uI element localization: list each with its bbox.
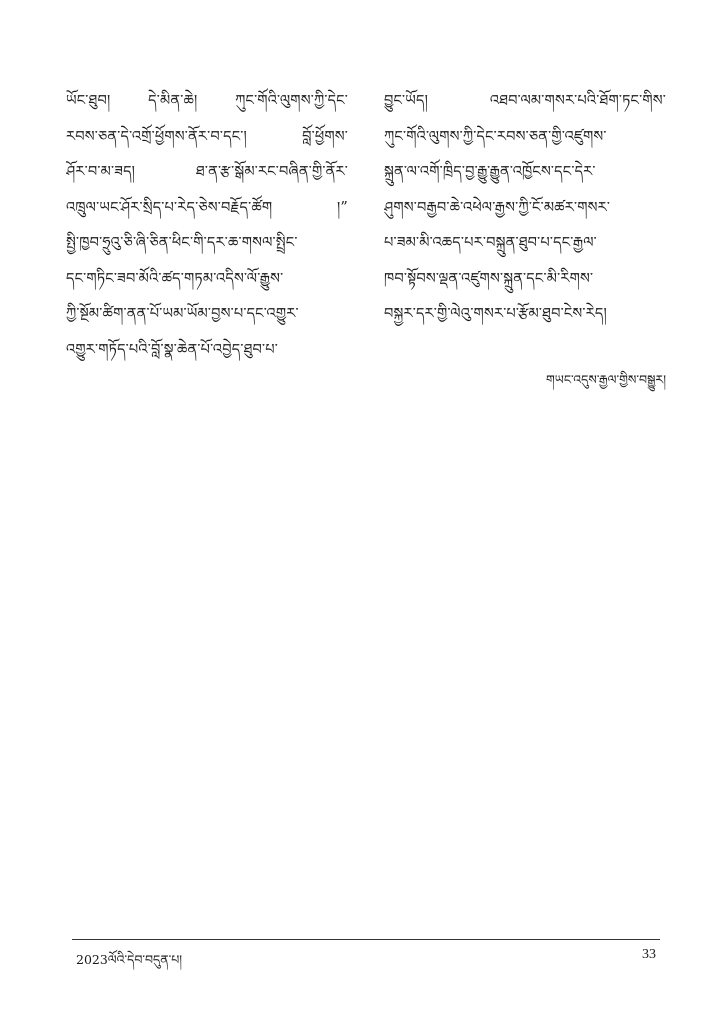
page-number: 33: [642, 947, 656, 962]
right-line-6: ཁབ་སྟོབས་ལྡན་འཛུགས་སྐྲུན་དང་མི་རིགས་: [384, 270, 594, 287]
left-line-5: སྤྱི་ཁྱབ་ཧྲུའུ་ཅི་ཞི་ཅིན་ཕིང་གི་དར་ཆ་གསལ་སྤྲིང་: [66, 235, 298, 251]
left-line-2: རབས་ཅན་དེ་འགྲོ་ཕྱོགས་ནོར་བ་དང་། བློ་ཕྱོགས་: [66, 128, 348, 145]
right-line-5: པ་ཟམ་མི་འཆད་པར་བསྐྲུན་ཐུབ་པ་དང་རྒྱལ་: [384, 235, 597, 251]
right-text-column: [384, 84, 666, 333]
left-line-1: ཡོང་ཐུབ། དེ་མིན་ཆེ། ཀུང་གོའི་ལུགས་ཀྱི་དེང་: [66, 93, 348, 109]
left-line-4: འཁྲུལ་ཡང་ཤོར་སྲིད་པ་རེད་ཅེས་བརྗོད་ཚོག །”: [66, 199, 348, 216]
left-text-column: [66, 84, 348, 368]
left-line-8: འགྱུར་གཏོད་པའི་བློ་སྣ་ཆེན་པོ་འབྱེད་ཐུབ་པ་: [66, 341, 279, 358]
left-line-3: ཤོར་བ་མ་ཟད། ཐ་ན་རྩ་སྒོམ་རང་བཞིན་གྱི་ནོར་: [66, 164, 348, 180]
right-line-4: ཤུགས་བརྒྱབ་ཆེ་འཕེལ་རྒྱས་ཀྱི་ངོ་མཚར་གསར་: [384, 199, 611, 216]
left-line-6: དང་གཏིང་ཟབ་མོའི་ཚད་གཏམ་འདིས་ལོ་རྒྱུས་: [66, 270, 284, 287]
left-line-7: ཀྱི་སྔོམ་ཚིག་ནན་པོ་ཡམ་ཡོམ་བྱས་པ་དང་འགྱུར་: [66, 306, 299, 322]
right-line-1: བྱུང་ཡོད། འཐབ་ལམ་གསར་པའི་ཐོག་ཏང་གིས་: [384, 93, 666, 109]
translator-credit: གཡང་འདུས་རྒྱལ་གྱིས་བསྒྱུར།: [545, 372, 666, 387]
right-line-2: ཀུང་གོའི་ལུགས་ཀྱི་དེང་རབས་ཅན་གྱི་འཛུགས་: [384, 128, 607, 145]
footer-issue-label: 2023ལོའི་དེབ་བདུན་པ།: [76, 952, 183, 967]
right-line-3: སྐྲུན་ལ་འགོ་ཁྲིད་བྱ་རྒྱུ་རྒྱུན་འཁྱོངས་དང་དེར་: [384, 164, 596, 180]
right-line-7: བསྐྱར་དར་གྱི་ལེའུ་གསར་པ་རྩོམ་ཐུབ་ངེས་རེད།: [384, 306, 607, 322]
footer-divider: [72, 939, 660, 940]
